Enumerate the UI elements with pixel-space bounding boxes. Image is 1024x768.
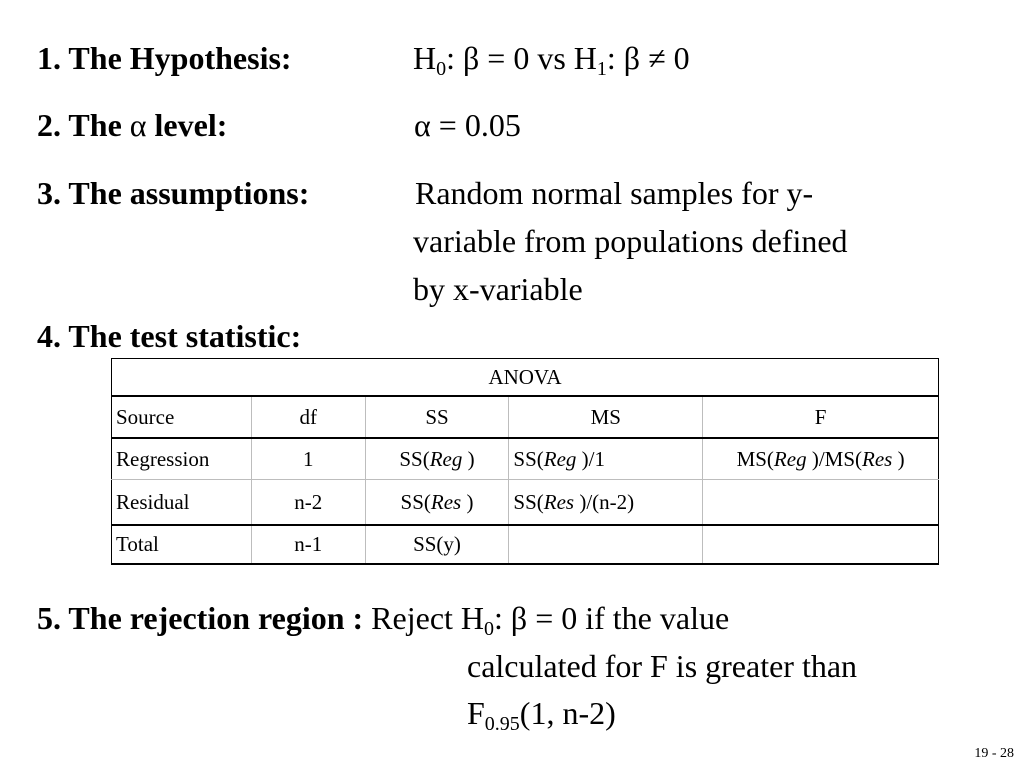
header-f: F — [703, 396, 939, 438]
cell-ss: SS(y) — [365, 525, 509, 564]
step-3-label: 3. The assumptions: — [37, 175, 310, 211]
table-row-total — [112, 525, 939, 564]
cell-f — [703, 480, 939, 526]
cell-ms: SS(Res )/(n-2) — [509, 480, 703, 526]
header-df: df — [251, 396, 365, 438]
hypothesis-statement: $H_0$: β = 0 vs $H_1$: β ≠ 0 — [413, 40, 690, 80]
cell-ss: SS(Res ) — [365, 480, 509, 526]
header-ms: MS — [509, 396, 703, 438]
step-2-label: 2. The α level: — [37, 107, 228, 143]
page-number: 19 - 28 — [974, 746, 1014, 761]
cell-df: n-1 — [251, 525, 365, 564]
step-1-label: 1. The Hypothesis: — [37, 40, 292, 76]
step-4-label: 4. The test statistic: — [37, 318, 302, 354]
step-5-label: 5. The rejection region : — [37, 600, 364, 636]
anova-header-row — [112, 396, 939, 438]
cell-f: MS(Reg )/MS(Res ) — [703, 438, 939, 480]
cell-ss: SS(Reg ) — [365, 438, 509, 480]
anova-title-row — [112, 359, 939, 397]
assumption-line-3: by x-variable — [413, 271, 583, 307]
table-row-regression — [112, 438, 939, 480]
rejection-line-3: $F_{0.95}(1$, n-2) — [467, 695, 616, 735]
cell-source: Residual — [112, 480, 252, 526]
cell-ms: SS(Reg )/1 — [509, 438, 703, 480]
anova-title: ANOVA — [112, 359, 939, 397]
rejection-line-2: calculated for F is greater than — [467, 648, 858, 684]
header-source: Source — [112, 396, 252, 438]
cell-df: 1 — [251, 438, 365, 480]
cell-source: Regression — [112, 438, 252, 480]
assumption-line-2: variable from populations defined — [413, 223, 848, 259]
header-ss: SS — [365, 396, 509, 438]
cell-ms — [509, 525, 703, 564]
cell-f — [703, 525, 939, 564]
anova-table — [111, 358, 939, 565]
table-row-residual — [112, 480, 939, 526]
cell-source: Total — [112, 525, 252, 564]
alpha-value: α = 0.05 — [414, 107, 521, 143]
cell-df: n-2 — [251, 480, 365, 526]
assumption-line-1: Random normal samples for y- — [415, 175, 814, 211]
step-5: 5. The rejection region : Reject $H_0$: β = 0 if the value — [37, 600, 730, 640]
step-1 — [37, 38, 292, 78]
